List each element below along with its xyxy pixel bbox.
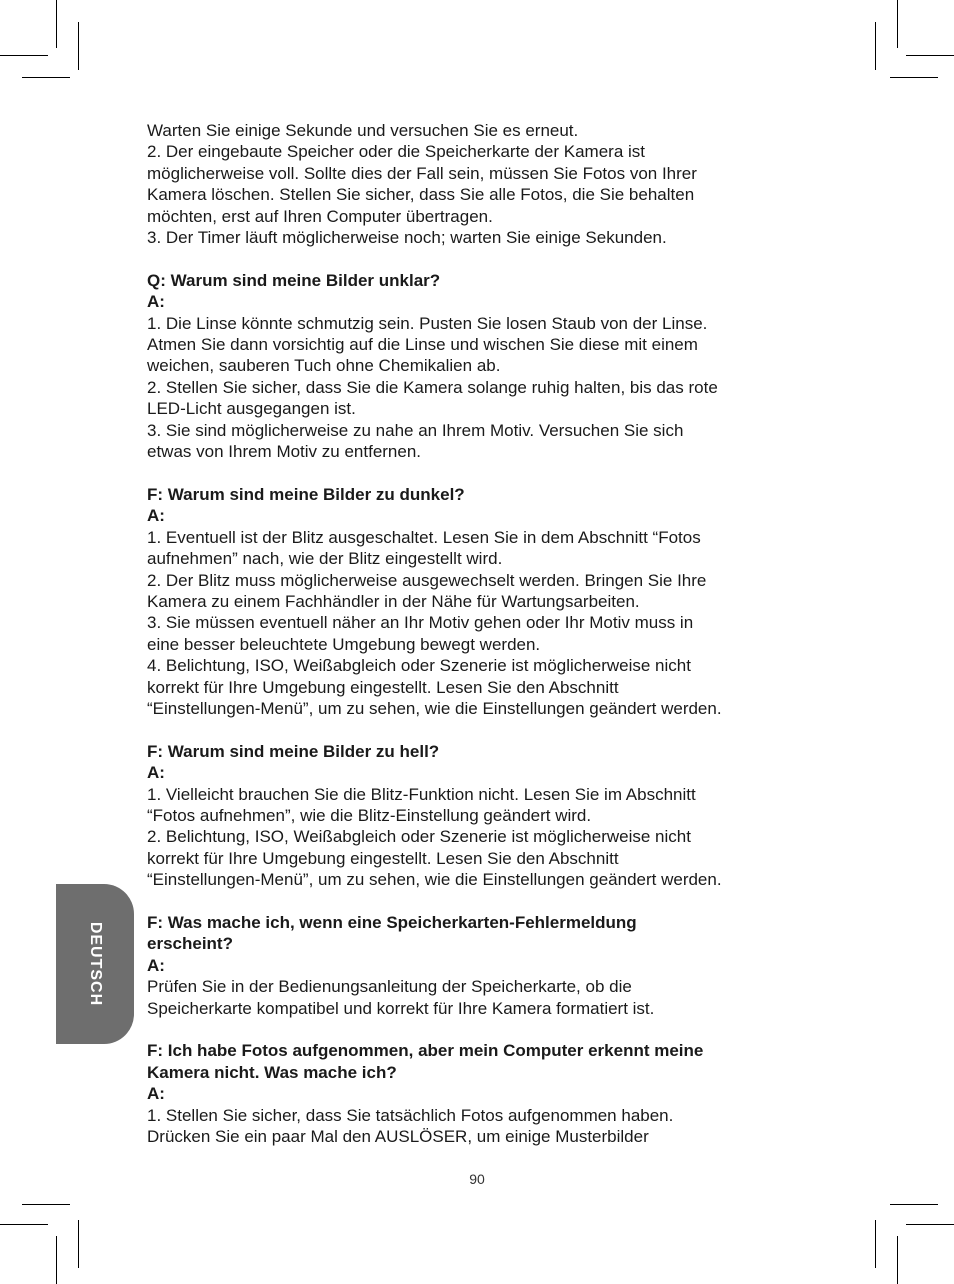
- crop-mark: [875, 1220, 876, 1268]
- text-line: LED-Licht ausgegangen ist.: [147, 399, 356, 419]
- text-line: 3. Sie müssen eventuell näher an Ihr Motiv gehen oder Ihr Motiv muss in: [147, 613, 694, 633]
- crop-mark: [906, 1224, 954, 1225]
- spacer: [147, 248, 797, 269]
- faq-question: erscheint?: [147, 934, 233, 954]
- faq-item: [147, 270, 797, 463]
- faq-item: [147, 484, 797, 719]
- spacer: [147, 462, 797, 483]
- crop-mark: [890, 1204, 938, 1205]
- crop-mark: [56, 1236, 57, 1284]
- text-line: eine besser beleuchtete Umgebung bewegt werden.: [147, 634, 541, 654]
- text-line: korrekt für Ihre Umgebung eingestellt. Lesen Sie den Abschnitt: [147, 677, 619, 697]
- crop-mark: [78, 1220, 79, 1268]
- faq-question: F: Ich habe Fotos aufgenommen, aber mein Computer erkennt meine: [147, 1041, 704, 1061]
- crop-mark: [875, 22, 876, 70]
- faq-answer-label: A:: [147, 292, 165, 312]
- text-line: Warten Sie einige Sekunde und versuchen Sie es erneut.: [147, 121, 579, 140]
- intro-paragraph: [147, 120, 797, 248]
- text-line: Speicherkarte kompatibel und korrekt für Ihre Kamera formatiert ist.: [147, 998, 655, 1018]
- crop-mark: [906, 55, 954, 56]
- faq-item: [147, 912, 797, 1019]
- text-line: 1. Die Linse könnte schmutzig sein. Pusten Sie losen Staub von der Linse.: [147, 313, 708, 333]
- text-line: möglicherweise voll. Sollte dies der Fall sein, müssen Sie Fotos von Ihrer: [147, 163, 697, 183]
- faq-answer-label: A:: [147, 506, 165, 526]
- faq-question: F: Was mache ich, wenn eine Speicherkarten-Fehlermeldung: [147, 912, 637, 932]
- faq-answer-label: A:: [147, 955, 165, 975]
- text-line: Kamera zu einem Fachhändler in der Nähe für Wartungsarbeiten.: [147, 591, 640, 611]
- text-line: etwas von Ihrem Motiv zu entfernen.: [147, 442, 422, 462]
- crop-mark: [897, 0, 898, 48]
- text-line: Kamera löschen. Stellen Sie sicher, dass Sie alle Fotos, die Sie behalten: [147, 185, 695, 205]
- text-line: 1. Stellen Sie sicher, dass Sie tatsächlich Fotos aufgenommen haben.: [147, 1105, 674, 1125]
- text-line: “Einstellungen-Menü”, um zu sehen, wie die Einstellungen geändert werden.: [147, 870, 722, 890]
- side-tab-label: DEUTSCH: [87, 921, 104, 1007]
- text-line: 2. Stellen Sie sicher, dass Sie die Kamera solange ruhig halten, bis das rote: [147, 377, 718, 397]
- faq-question: Q: Warum sind meine Bilder unklar?: [147, 270, 441, 290]
- crop-mark: [0, 55, 48, 56]
- spacer: [147, 719, 797, 740]
- text-line: aufnehmen” nach, wie der Blitz eingestellt wird.: [147, 549, 503, 569]
- text-line: 4. Belichtung, ISO, Weißabgleich oder Szenerie ist möglicherweise nicht: [147, 656, 691, 676]
- faq-item: [147, 741, 797, 891]
- text-line: möchten, erst auf Ihren Computer übertragen.: [147, 206, 493, 226]
- text-line: 2. Der Blitz muss möglicherweise ausgewechselt werden. Bringen Sie Ihre: [147, 570, 707, 590]
- faq-content: [147, 120, 797, 1147]
- text-line: Drücken Sie ein paar Mal den AUSLÖSER, um einige Musterbilder: [147, 1127, 649, 1147]
- text-line: 1. Vielleicht brauchen Sie die Blitz-Funktion nicht. Lesen Sie im Abschnitt: [147, 784, 696, 804]
- crop-mark: [897, 1236, 898, 1284]
- text-line: 2. Der eingebaute Speicher oder die Speicherkarte der Kamera ist: [147, 142, 646, 162]
- text-line: 1. Eventuell ist der Blitz ausgeschaltet. Lesen Sie in dem Abschnitt “Fotos: [147, 527, 701, 547]
- faq-question: Kamera nicht. Was mache ich?: [147, 1062, 397, 1082]
- text-line: 2. Belichtung, ISO, Weißabgleich oder Szenerie ist möglicherweise nicht: [147, 827, 691, 847]
- crop-mark: [890, 77, 938, 78]
- text-line: 3. Sie sind möglicherweise zu nahe an Ihrem Motiv. Versuchen Sie sich: [147, 420, 684, 440]
- text-line: korrekt für Ihre Umgebung eingestellt. Lesen Sie den Abschnitt: [147, 848, 619, 868]
- text-line: “Fotos aufnehmen”, wie die Blitz-Einstellung geändert wird.: [147, 805, 592, 825]
- page-number: 90: [469, 1171, 485, 1187]
- spacer: [147, 891, 797, 912]
- spacer: [147, 1019, 797, 1040]
- faq-answer-label: A:: [147, 763, 165, 783]
- crop-mark: [0, 1224, 48, 1225]
- crop-mark: [78, 22, 79, 70]
- crop-mark: [22, 77, 70, 78]
- text-line: 3. Der Timer läuft möglicherweise noch; warten Sie einige Sekunden.: [147, 228, 667, 248]
- faq-answer-label: A:: [147, 1084, 165, 1104]
- faq-question: F: Warum sind meine Bilder zu dunkel?: [147, 484, 465, 504]
- language-side-tab: [56, 884, 134, 1044]
- text-line: Atmen Sie dann vorsichtig auf die Linse und wischen Sie diese mit einem: [147, 335, 698, 355]
- text-line: Prüfen Sie in der Bedienungsanleitung der Speicherkarte, ob die: [147, 977, 632, 997]
- faq-question: F: Warum sind meine Bilder zu hell?: [147, 741, 440, 761]
- crop-mark: [22, 1204, 70, 1205]
- text-line: “Einstellungen-Menü”, um zu sehen, wie die Einstellungen geändert werden.: [147, 698, 722, 718]
- text-line: weichen, sauberen Tuch ohne Chemikalien ab.: [147, 356, 501, 376]
- crop-mark: [56, 0, 57, 48]
- faq-item: [147, 1040, 797, 1147]
